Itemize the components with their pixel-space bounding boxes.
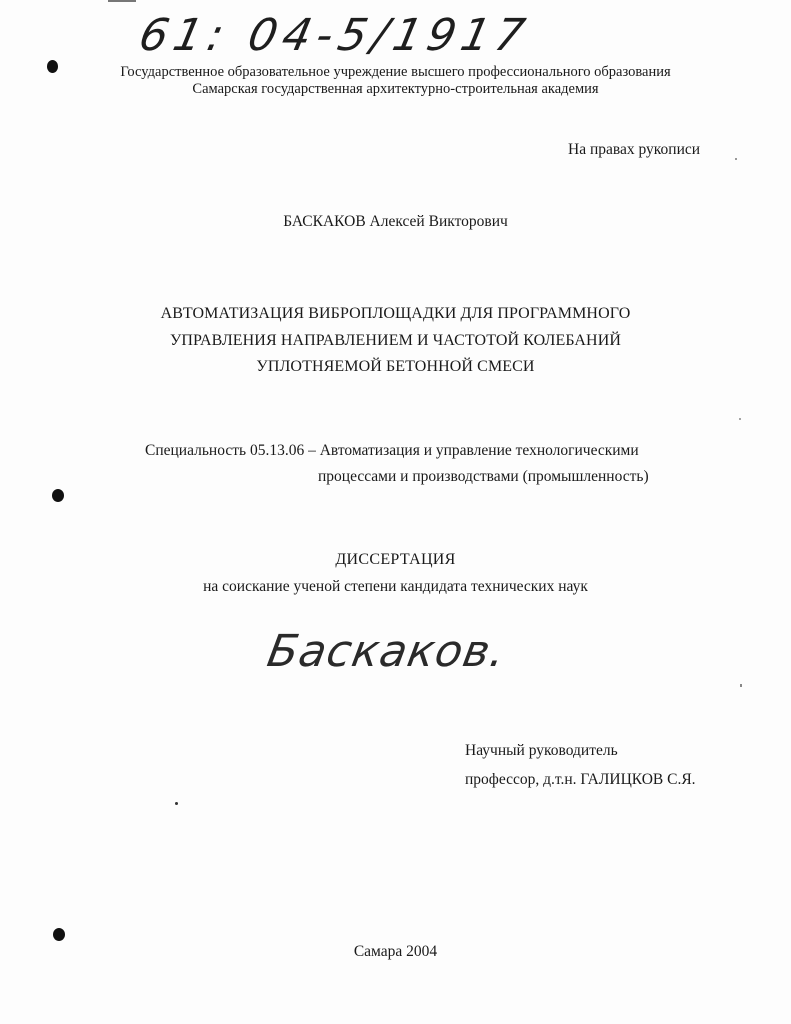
city-year: Самара 2004 bbox=[353, 943, 438, 960]
specialty-line-2: процессами и производствами (промышленность) bbox=[318, 468, 649, 485]
institution-line-1: Государственное образовательное учреждение высшего профессионального образования bbox=[120, 64, 671, 80]
scan-speck bbox=[735, 158, 737, 160]
thesis-title-line-1: АВТОМАТИЗАЦИЯ ВИБРОПЛОЩАДКИ ДЛЯ ПРОГРАММНОГО bbox=[160, 305, 631, 322]
author-signature: Баскаков. bbox=[263, 626, 510, 677]
degree-statement: на соискание ученой степени кандидата технических наук bbox=[203, 578, 588, 595]
institution-line-2: Самарская государственная архитектурно-строительная академия bbox=[192, 81, 599, 97]
scan-speck bbox=[175, 802, 178, 805]
scan-speck bbox=[740, 684, 742, 687]
thesis-title-line-2: УПРАВЛЕНИЯ НАПРАВЛЕНИЕМ И ЧАСТОТОЙ КОЛЕБАНИЙ bbox=[169, 332, 622, 349]
document-type: ДИССЕРТАЦИЯ bbox=[335, 551, 456, 568]
archive-number-handwritten: 61: 04-5/1917 bbox=[134, 10, 535, 61]
supervisor-label: Научный руководитель bbox=[465, 742, 618, 759]
supervisor-name: профессор, д.т.н. ГАЛИЦКОВ С.Я. bbox=[465, 771, 696, 788]
punch-hole-dot bbox=[53, 928, 65, 941]
author-name: БАСКАКОВ Алексей Викторович bbox=[283, 213, 508, 230]
rights-notice: На правах рукописи bbox=[568, 141, 701, 158]
scan-mark bbox=[108, 0, 136, 2]
scan-speck bbox=[739, 418, 741, 420]
specialty-line-1: Специальность 05.13.06 – Автоматизация и управление технологическими bbox=[145, 442, 639, 459]
punch-hole-dot bbox=[52, 489, 64, 502]
thesis-title-line-3: УПЛОТНЯЕМОЙ БЕТОННОЙ СМЕСИ bbox=[256, 358, 535, 375]
